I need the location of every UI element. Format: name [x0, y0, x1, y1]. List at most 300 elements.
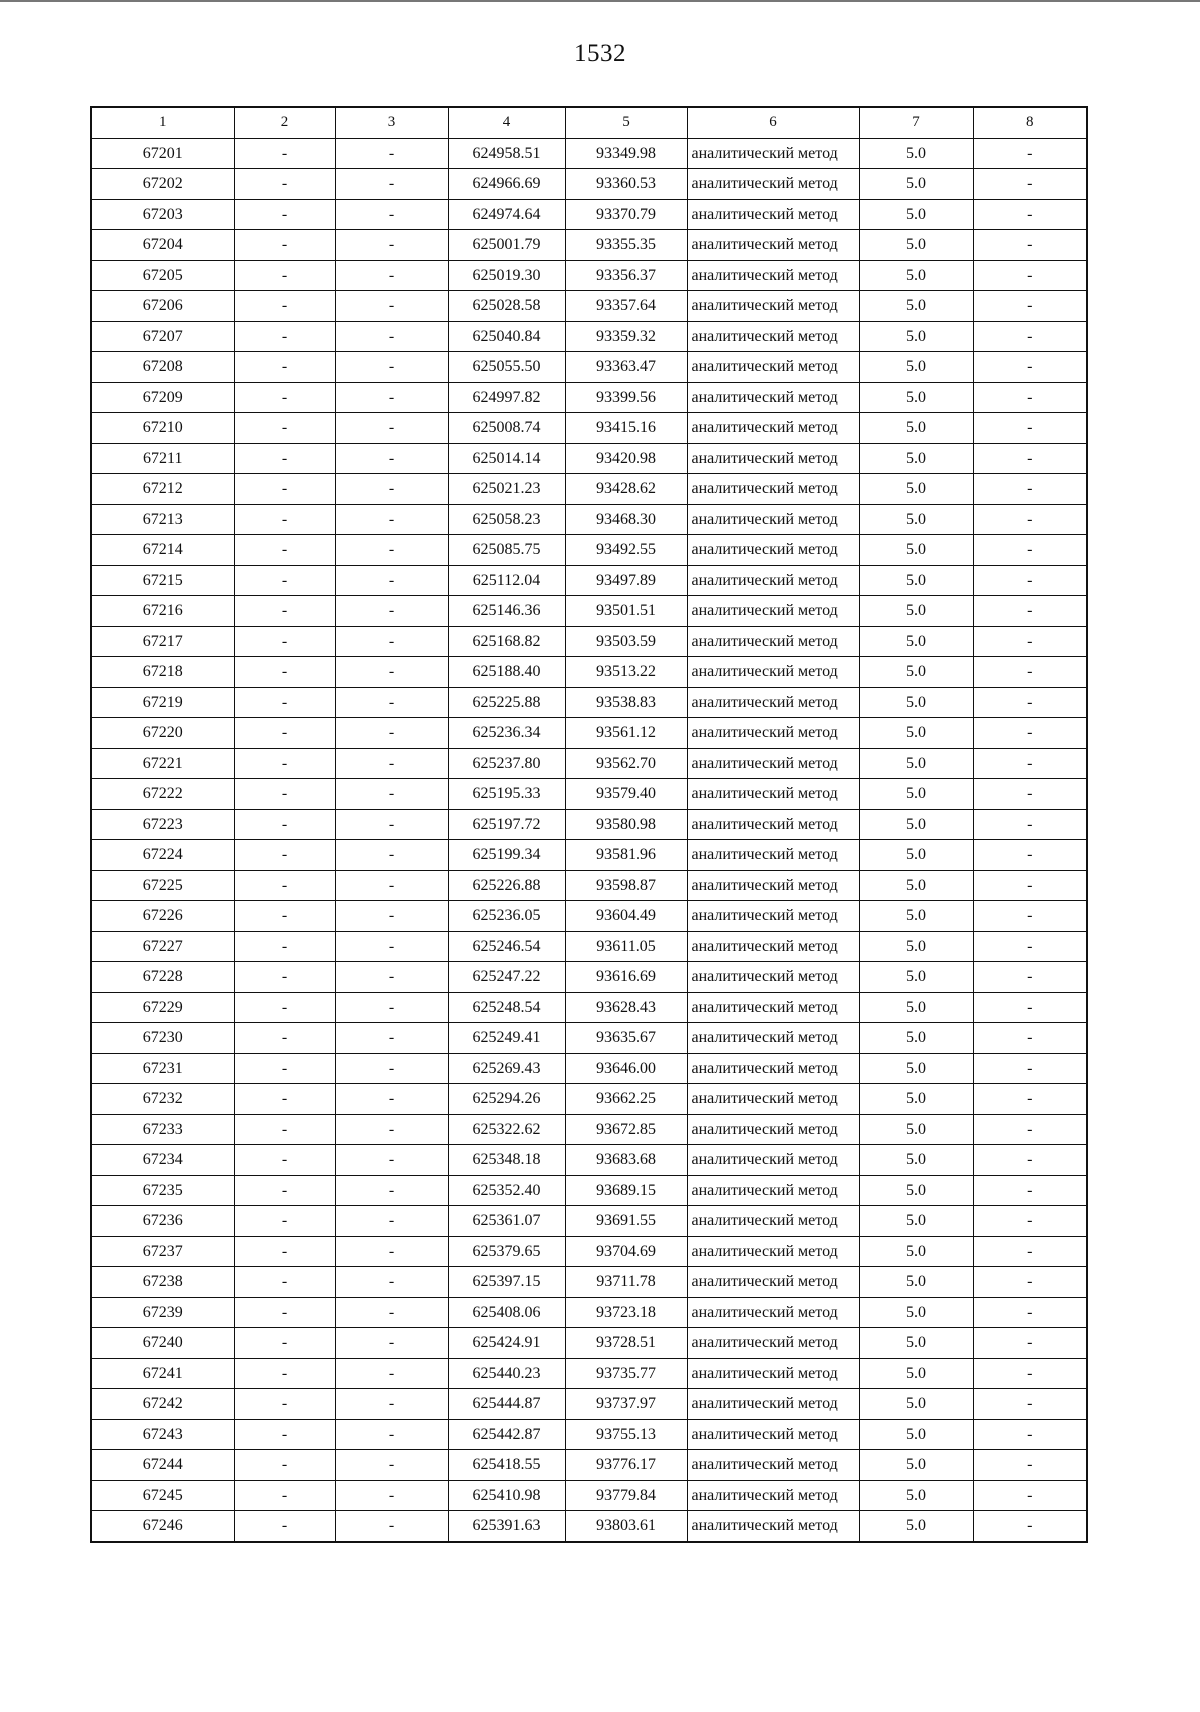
- table-cell: 67238: [91, 1267, 234, 1298]
- table-row: [91, 474, 1087, 505]
- table-cell: 93646.00: [565, 1053, 687, 1084]
- table-cell: аналитический метод: [687, 1419, 859, 1450]
- table-row: [91, 1358, 1087, 1389]
- table-cell: 5.0: [859, 1084, 973, 1115]
- table-cell: -: [234, 565, 335, 596]
- table-cell: -: [973, 901, 1087, 932]
- table-cell: -: [234, 413, 335, 444]
- table-cell: 93711.78: [565, 1267, 687, 1298]
- table-cell: -: [973, 1145, 1087, 1176]
- table-cell: аналитический метод: [687, 321, 859, 352]
- table-cell: -: [973, 1206, 1087, 1237]
- table-row: [91, 230, 1087, 261]
- table-cell: 93689.15: [565, 1175, 687, 1206]
- table-cell: -: [973, 413, 1087, 444]
- table-row: [91, 626, 1087, 657]
- table-cell: 625440.23: [448, 1358, 565, 1389]
- table-row: [91, 687, 1087, 718]
- table-cell: 93420.98: [565, 443, 687, 474]
- table-row: [91, 1145, 1087, 1176]
- table-cell: -: [234, 199, 335, 230]
- table-row: [91, 748, 1087, 779]
- table-cell: 5.0: [859, 718, 973, 749]
- table-cell: аналитический метод: [687, 352, 859, 383]
- table-cell: -: [335, 992, 448, 1023]
- table-cell: -: [335, 291, 448, 322]
- table-cell: 67226: [91, 901, 234, 932]
- table-cell: 67229: [91, 992, 234, 1023]
- table-cell: 93755.13: [565, 1419, 687, 1450]
- table-cell: -: [335, 840, 448, 871]
- table-cell: -: [335, 1450, 448, 1481]
- table-cell: 67236: [91, 1206, 234, 1237]
- table-row: [91, 199, 1087, 230]
- table-cell: 5.0: [859, 138, 973, 169]
- table-cell: аналитический метод: [687, 474, 859, 505]
- table-cell: -: [234, 1023, 335, 1054]
- table-cell: 67209: [91, 382, 234, 413]
- table-cell: 67245: [91, 1480, 234, 1511]
- table-cell: 5.0: [859, 687, 973, 718]
- table-cell: аналитический метод: [687, 1023, 859, 1054]
- table-cell: -: [973, 870, 1087, 901]
- table-cell: 625246.54: [448, 931, 565, 962]
- table-cell: -: [234, 1114, 335, 1145]
- table-cell: -: [335, 1145, 448, 1176]
- table-row: [91, 1114, 1087, 1145]
- table-row: [91, 718, 1087, 749]
- table-cell: аналитический метод: [687, 382, 859, 413]
- table-cell: 625442.87: [448, 1419, 565, 1450]
- table-row: [91, 1480, 1087, 1511]
- table-cell: 93468.30: [565, 504, 687, 535]
- table-cell: аналитический метод: [687, 565, 859, 596]
- table-cell: аналитический метод: [687, 1480, 859, 1511]
- table-cell: 5.0: [859, 992, 973, 1023]
- table-cell: 625014.14: [448, 443, 565, 474]
- table-cell: аналитический метод: [687, 138, 859, 169]
- table-cell: -: [234, 779, 335, 810]
- table-cell: 5.0: [859, 1175, 973, 1206]
- table-cell: -: [234, 657, 335, 688]
- table-cell: 67244: [91, 1450, 234, 1481]
- table-row: [91, 1236, 1087, 1267]
- table-cell: аналитический метод: [687, 199, 859, 230]
- table-cell: 67213: [91, 504, 234, 535]
- table-cell: -: [234, 809, 335, 840]
- table-cell: аналитический метод: [687, 1053, 859, 1084]
- table-cell: -: [973, 748, 1087, 779]
- table-cell: 93635.67: [565, 1023, 687, 1054]
- table-cell: 67225: [91, 870, 234, 901]
- table-cell: -: [973, 291, 1087, 322]
- table-cell: 5.0: [859, 748, 973, 779]
- table-cell: -: [973, 1511, 1087, 1542]
- table-cell: аналитический метод: [687, 1175, 859, 1206]
- table-cell: 5.0: [859, 1053, 973, 1084]
- top-rule: [0, 0, 1200, 2]
- table-cell: 625188.40: [448, 657, 565, 688]
- table-cell: -: [973, 1389, 1087, 1420]
- table-cell: 625348.18: [448, 1145, 565, 1176]
- table-cell: -: [234, 443, 335, 474]
- table-cell: 5.0: [859, 901, 973, 932]
- table-cell: -: [234, 1328, 335, 1359]
- table-cell: -: [335, 718, 448, 749]
- table-cell: 5.0: [859, 1236, 973, 1267]
- table-cell: 93779.84: [565, 1480, 687, 1511]
- table-cell: -: [234, 1145, 335, 1176]
- table-cell: -: [973, 138, 1087, 169]
- table-cell: -: [973, 1480, 1087, 1511]
- table-cell: -: [335, 779, 448, 810]
- table-cell: 93370.79: [565, 199, 687, 230]
- table-cell: -: [335, 443, 448, 474]
- table-cell: -: [234, 230, 335, 261]
- table-cell: -: [335, 809, 448, 840]
- table-cell: -: [973, 1267, 1087, 1298]
- column-header: 6: [687, 107, 859, 138]
- table-cell: 5.0: [859, 1511, 973, 1542]
- table-cell: -: [335, 626, 448, 657]
- table-cell: аналитический метод: [687, 535, 859, 566]
- table-cell: аналитический метод: [687, 596, 859, 627]
- table-cell: 625444.87: [448, 1389, 565, 1420]
- table-cell: -: [335, 1084, 448, 1115]
- table-cell: аналитический метод: [687, 748, 859, 779]
- table-cell: 625408.06: [448, 1297, 565, 1328]
- table-cell: аналитический метод: [687, 1145, 859, 1176]
- table-cell: 67243: [91, 1419, 234, 1450]
- table-cell: 625361.07: [448, 1206, 565, 1237]
- table-row: [91, 291, 1087, 322]
- table-cell: -: [335, 382, 448, 413]
- table-cell: 625168.82: [448, 626, 565, 657]
- table-cell: 93691.55: [565, 1206, 687, 1237]
- table-row: [91, 535, 1087, 566]
- table-cell: -: [335, 321, 448, 352]
- table-cell: 5.0: [859, 657, 973, 688]
- table-cell: 625001.79: [448, 230, 565, 261]
- table-cell: 625225.88: [448, 687, 565, 718]
- table-cell: 625236.34: [448, 718, 565, 749]
- table-cell: -: [973, 535, 1087, 566]
- table-row: [91, 1206, 1087, 1237]
- table-row: [91, 1297, 1087, 1328]
- table-row: [91, 1084, 1087, 1115]
- table-cell: аналитический метод: [687, 1267, 859, 1298]
- table-cell: -: [335, 748, 448, 779]
- table-cell: 67239: [91, 1297, 234, 1328]
- table-cell: -: [973, 1175, 1087, 1206]
- table-cell: 67234: [91, 1145, 234, 1176]
- table-row: [91, 1267, 1087, 1298]
- table-cell: 625197.72: [448, 809, 565, 840]
- table-cell: -: [973, 565, 1087, 596]
- table-cell: 67240: [91, 1328, 234, 1359]
- table-cell: 93776.17: [565, 1450, 687, 1481]
- table-cell: 93728.51: [565, 1328, 687, 1359]
- table-cell: аналитический метод: [687, 779, 859, 810]
- table-cell: 67216: [91, 596, 234, 627]
- table-cell: -: [234, 901, 335, 932]
- table-cell: -: [973, 169, 1087, 200]
- table-row: [91, 382, 1087, 413]
- table-cell: 5.0: [859, 504, 973, 535]
- table-cell: -: [335, 962, 448, 993]
- table-cell: -: [234, 1450, 335, 1481]
- table-cell: 67218: [91, 657, 234, 688]
- table-cell: 5.0: [859, 321, 973, 352]
- table-cell: -: [234, 1206, 335, 1237]
- table-cell: 625352.40: [448, 1175, 565, 1206]
- table-cell: 93579.40: [565, 779, 687, 810]
- table-cell: 67203: [91, 199, 234, 230]
- table-cell: -: [973, 1114, 1087, 1145]
- table-cell: -: [234, 626, 335, 657]
- table-cell: 625040.84: [448, 321, 565, 352]
- column-header: 3: [335, 107, 448, 138]
- table-cell: -: [234, 1480, 335, 1511]
- table-cell: 67202: [91, 169, 234, 200]
- table-row: [91, 1389, 1087, 1420]
- table-cell: -: [234, 840, 335, 871]
- table-cell: -: [335, 1206, 448, 1237]
- table-cell: -: [335, 1328, 448, 1359]
- table-cell: -: [973, 1023, 1087, 1054]
- table-cell: 5.0: [859, 413, 973, 444]
- coordinates-table: [90, 106, 1088, 1543]
- table-cell: 67215: [91, 565, 234, 596]
- table-cell: -: [335, 1267, 448, 1298]
- table-cell: 67208: [91, 352, 234, 383]
- table-cell: -: [335, 1236, 448, 1267]
- table-row: [91, 870, 1087, 901]
- table-cell: 67235: [91, 1175, 234, 1206]
- table-cell: 93662.25: [565, 1084, 687, 1115]
- table-cell: 67237: [91, 1236, 234, 1267]
- table-cell: 625237.80: [448, 748, 565, 779]
- table-cell: -: [973, 1236, 1087, 1267]
- table-cell: 67242: [91, 1389, 234, 1420]
- table-cell: 625199.34: [448, 840, 565, 871]
- table-cell: -: [335, 1023, 448, 1054]
- table-cell: -: [234, 748, 335, 779]
- table-cell: 67228: [91, 962, 234, 993]
- table-cell: 625226.88: [448, 870, 565, 901]
- table-cell: -: [335, 1480, 448, 1511]
- table-cell: -: [335, 169, 448, 200]
- table-cell: -: [335, 687, 448, 718]
- table-cell: -: [335, 1053, 448, 1084]
- table-cell: 67227: [91, 931, 234, 962]
- table-cell: 625269.43: [448, 1053, 565, 1084]
- table-cell: -: [973, 809, 1087, 840]
- table-cell: 93735.77: [565, 1358, 687, 1389]
- table-cell: аналитический метод: [687, 169, 859, 200]
- table-cell: 93415.16: [565, 413, 687, 444]
- table-cell: аналитический метод: [687, 413, 859, 444]
- table-row: [91, 992, 1087, 1023]
- table-cell: -: [234, 718, 335, 749]
- table-cell: аналитический метод: [687, 870, 859, 901]
- table-cell: аналитический метод: [687, 230, 859, 261]
- table-cell: аналитический метод: [687, 626, 859, 657]
- table-cell: 93672.85: [565, 1114, 687, 1145]
- table-cell: 5.0: [859, 1206, 973, 1237]
- table-row: [91, 779, 1087, 810]
- table-cell: -: [234, 535, 335, 566]
- table-cell: 5.0: [859, 1328, 973, 1359]
- table-cell: аналитический метод: [687, 504, 859, 535]
- table-cell: -: [973, 199, 1087, 230]
- table-row: [91, 931, 1087, 962]
- table-cell: -: [234, 1267, 335, 1298]
- table-cell: 5.0: [859, 1267, 973, 1298]
- table-cell: аналитический метод: [687, 901, 859, 932]
- table-cell: -: [335, 657, 448, 688]
- table-cell: 67214: [91, 535, 234, 566]
- table-cell: 93683.68: [565, 1145, 687, 1176]
- table-cell: 93501.51: [565, 596, 687, 627]
- table-cell: -: [973, 931, 1087, 962]
- table-cell: -: [234, 870, 335, 901]
- table-cell: -: [234, 962, 335, 993]
- table-cell: 93497.89: [565, 565, 687, 596]
- page-number: 1532: [574, 40, 626, 67]
- table-cell: 93803.61: [565, 1511, 687, 1542]
- table-cell: -: [973, 230, 1087, 261]
- table-cell: -: [234, 504, 335, 535]
- table-cell: -: [335, 535, 448, 566]
- table-row: [91, 1511, 1087, 1542]
- table-cell: -: [234, 1389, 335, 1420]
- table-cell: -: [973, 1450, 1087, 1481]
- column-header: 7: [859, 107, 973, 138]
- table-cell: -: [973, 962, 1087, 993]
- table-cell: -: [973, 596, 1087, 627]
- table-cell: аналитический метод: [687, 1206, 859, 1237]
- table-cell: -: [335, 596, 448, 627]
- table-cell: 67233: [91, 1114, 234, 1145]
- table-cell: -: [973, 474, 1087, 505]
- table-cell: -: [234, 1419, 335, 1450]
- table-cell: -: [234, 382, 335, 413]
- table-cell: -: [234, 931, 335, 962]
- table-cell: 67246: [91, 1511, 234, 1542]
- table-cell: аналитический метод: [687, 962, 859, 993]
- table-cell: 5.0: [859, 230, 973, 261]
- table-cell: 625055.50: [448, 352, 565, 383]
- table-cell: 93737.97: [565, 1389, 687, 1420]
- table-row: [91, 565, 1087, 596]
- table-row: [91, 413, 1087, 444]
- table-cell: -: [335, 1389, 448, 1420]
- table-cell: 67207: [91, 321, 234, 352]
- table-cell: -: [335, 1419, 448, 1450]
- table-cell: -: [973, 321, 1087, 352]
- table-row: [91, 596, 1087, 627]
- table-row: [91, 138, 1087, 169]
- table-cell: 67201: [91, 138, 234, 169]
- table-cell: аналитический метод: [687, 1450, 859, 1481]
- table-cell: 625294.26: [448, 1084, 565, 1115]
- table-cell: 67223: [91, 809, 234, 840]
- table-cell: -: [335, 230, 448, 261]
- table-row: [91, 1053, 1087, 1084]
- table-cell: -: [234, 138, 335, 169]
- table-cell: 93581.96: [565, 840, 687, 871]
- table-cell: 5.0: [859, 626, 973, 657]
- table-cell: 5.0: [859, 260, 973, 291]
- table-cell: 625085.75: [448, 535, 565, 566]
- table-cell: 5.0: [859, 199, 973, 230]
- table-cell: аналитический метод: [687, 1511, 859, 1542]
- table-row: [91, 962, 1087, 993]
- table-cell: 5.0: [859, 1450, 973, 1481]
- table-cell: 67212: [91, 474, 234, 505]
- table-cell: аналитический метод: [687, 260, 859, 291]
- table-cell: аналитический метод: [687, 657, 859, 688]
- table-cell: 625418.55: [448, 1450, 565, 1481]
- table-cell: аналитический метод: [687, 1328, 859, 1359]
- table-cell: -: [973, 992, 1087, 1023]
- table-cell: -: [335, 352, 448, 383]
- table-cell: -: [335, 138, 448, 169]
- table-cell: 93503.59: [565, 626, 687, 657]
- table-cell: 625028.58: [448, 291, 565, 322]
- table-cell: -: [234, 596, 335, 627]
- table-cell: 624997.82: [448, 382, 565, 413]
- table-cell: аналитический метод: [687, 718, 859, 749]
- table-cell: 67217: [91, 626, 234, 657]
- table-row: [91, 321, 1087, 352]
- column-header: 8: [973, 107, 1087, 138]
- table-cell: 625424.91: [448, 1328, 565, 1359]
- table-cell: 67222: [91, 779, 234, 810]
- table-cell: 93360.53: [565, 169, 687, 200]
- table-cell: 625379.65: [448, 1236, 565, 1267]
- table-cell: аналитический метод: [687, 1389, 859, 1420]
- table-cell: 67220: [91, 718, 234, 749]
- table-cell: 5.0: [859, 1358, 973, 1389]
- table-cell: -: [335, 565, 448, 596]
- table-cell: -: [973, 1419, 1087, 1450]
- table-cell: 5.0: [859, 443, 973, 474]
- table-cell: -: [973, 1358, 1087, 1389]
- table-cell: -: [335, 870, 448, 901]
- table-cell: 93598.87: [565, 870, 687, 901]
- table-cell: 5.0: [859, 870, 973, 901]
- table-cell: -: [335, 1511, 448, 1542]
- table-cell: аналитический метод: [687, 443, 859, 474]
- table-cell: -: [973, 657, 1087, 688]
- table-cell: -: [234, 291, 335, 322]
- table-row: [91, 1419, 1087, 1450]
- table-cell: 67206: [91, 291, 234, 322]
- table-cell: 5.0: [859, 1419, 973, 1450]
- table-cell: 93611.05: [565, 931, 687, 962]
- table-cell: 5.0: [859, 1297, 973, 1328]
- table-cell: 67231: [91, 1053, 234, 1084]
- table-cell: 67204: [91, 230, 234, 261]
- table-cell: 624974.64: [448, 199, 565, 230]
- table-row: [91, 504, 1087, 535]
- table-cell: -: [335, 474, 448, 505]
- table-cell: 93359.32: [565, 321, 687, 352]
- table-cell: 5.0: [859, 474, 973, 505]
- column-header: 4: [448, 107, 565, 138]
